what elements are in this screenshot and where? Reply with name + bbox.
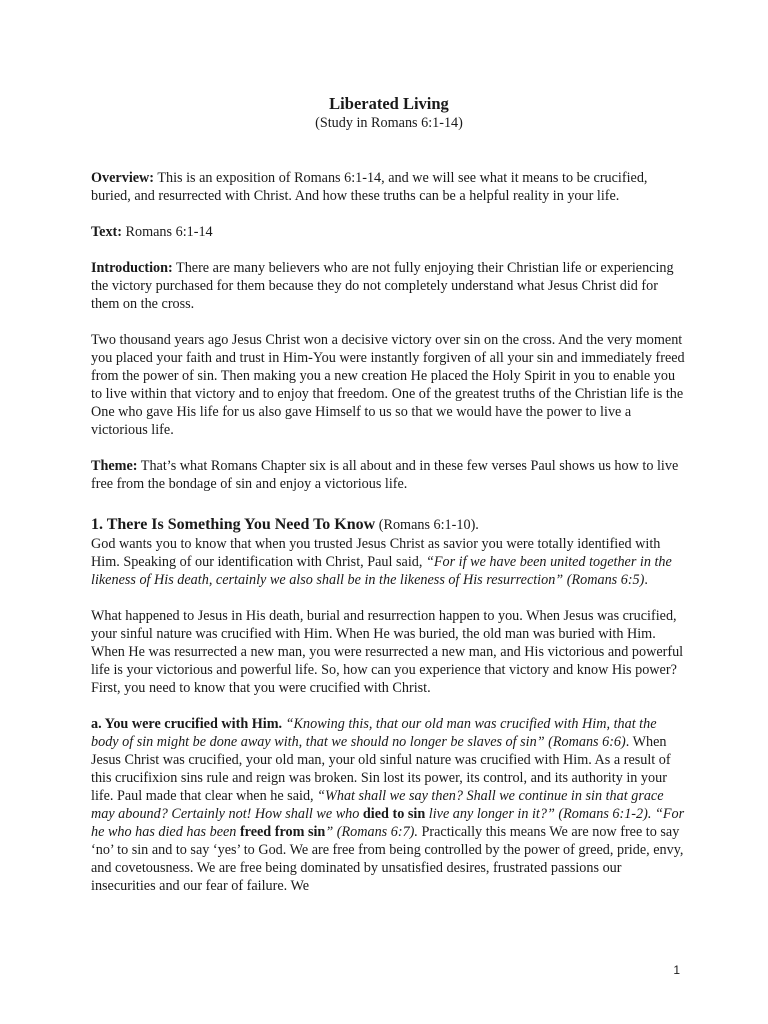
overview-paragraph bbox=[91, 169, 687, 205]
section-a-text2: Practically this means We are now free to say ‘no’ to sin and to say ‘yes’ to God. We are free from being controlled by the power of greed, pride, envy, and covetousness. We are free being dominated by unsatisfied desires, frustrated passions our insecurities and our fear of failure. We bbox=[91, 824, 684, 894]
section-a-bold1: died to sin bbox=[362, 806, 426, 822]
section-a-bold2: freed from sin bbox=[239, 824, 326, 840]
section1-paragraph-2: What happened to Jesus in His death, burial and resurrection happen to you. When Jesus was crucified, your sinful nature was crucified with Him. When He was buried, the old man was buried with Him. When He was resurrected a new man, you were resurrected a new man, and His victorious and powerful life is your victorious and powerful life. So, how can you experience that victory and know His power? First, you need to know that you were crucified with Christ. bbox=[91, 608, 684, 696]
text-value: Romans 6:1-14 bbox=[122, 224, 213, 240]
section1-paragraph-1 bbox=[91, 535, 687, 589]
introduction-label: Introduction: bbox=[91, 260, 173, 276]
section1-heading: 1. There Is Something You Need To Know bbox=[91, 516, 376, 533]
text-label: Text: bbox=[91, 224, 122, 240]
document-page bbox=[91, 94, 687, 913]
introduction-paragraph bbox=[91, 259, 687, 313]
document-title: Liberated Living bbox=[329, 94, 449, 113]
section-a-quote2a: “What shall we say then? Shall we continue in sin that grace may abound? Certainly not! How shall we who bbox=[91, 788, 664, 822]
theme-text: That’s what Romans Chapter six is all about and in these few verses Paul shows us how to live free from the bondage of sin and enjoy a victorious life. bbox=[91, 458, 679, 492]
text-paragraph bbox=[91, 223, 687, 241]
section1-ref: (Romans 6:1-10). bbox=[375, 517, 479, 533]
theme-paragraph bbox=[91, 457, 687, 493]
section-a-heading: a. You were crucified with Him. bbox=[91, 716, 283, 732]
section-a-text1: . When Jesus Christ was crucified, your old man, your old sinful nature was crucified with Him. As a result of this crucifixion sins rule and reign was broken. Sin lost its power, its control, and its authority in your life. Paul made that clear when he said, bbox=[91, 734, 671, 804]
page-number: 1 bbox=[673, 963, 680, 977]
overview-label: Overview: bbox=[91, 170, 155, 186]
theme-label: Theme: bbox=[91, 458, 138, 474]
section-a-paragraph bbox=[91, 715, 687, 895]
document-subtitle: (Study in Romans 6:1-14) bbox=[315, 115, 463, 131]
section1-p1-quote: “For if we have been united together in the likeness of His death, certainly we also shall be in the likeness of His resurrection” (Romans 6:5) bbox=[91, 554, 672, 588]
section-a-quote1: “Knowing this, that our old man was crucified with Him, that the body of sin might be done away with, that we should no longer be slaves of sin” (Romans 6:6) bbox=[91, 716, 657, 750]
section1-p1-text: God wants you to know that when you trusted Jesus Christ as savior you were totally identified with Him. Speaking of our identification with Christ, Paul said, bbox=[91, 536, 661, 570]
introduction-text: There are many believers who are not fully enjoying their Christian life or experiencing the victory purchased for them because they do not completely understand what Jesus Christ did for them on the cross. bbox=[91, 260, 674, 312]
section1-p1-end: . bbox=[644, 572, 648, 588]
section1-heading-line bbox=[91, 515, 687, 535]
section-a-quote2c: ” (Romans 6:7). bbox=[325, 824, 418, 840]
victory-paragraph: Two thousand years ago Jesus Christ won a decisive victory over sin on the cross. And the very moment you placed your faith and trust in Him-You were instantly forgiven of all your sin and immediately freed from the power of sin. Then making you a new creation He placed the Holy Spirit in you to enable you to live within that victory and to enjoy that freedom. One of the greatest truths of the Christian life is the One who gave His life for us also gave Himself to us so that we would have the power to live a victorious life. bbox=[91, 332, 685, 438]
section-a-quote2b: live any longer in it?” (Romans 6:1-2). “For he who has died has been bbox=[91, 806, 685, 840]
overview-text: This is an exposition of Romans 6:1-14, and we will see what it means to be crucified, buried, and resurrected with Christ. And how these truths can be a helpful reality in your life. bbox=[91, 170, 648, 204]
